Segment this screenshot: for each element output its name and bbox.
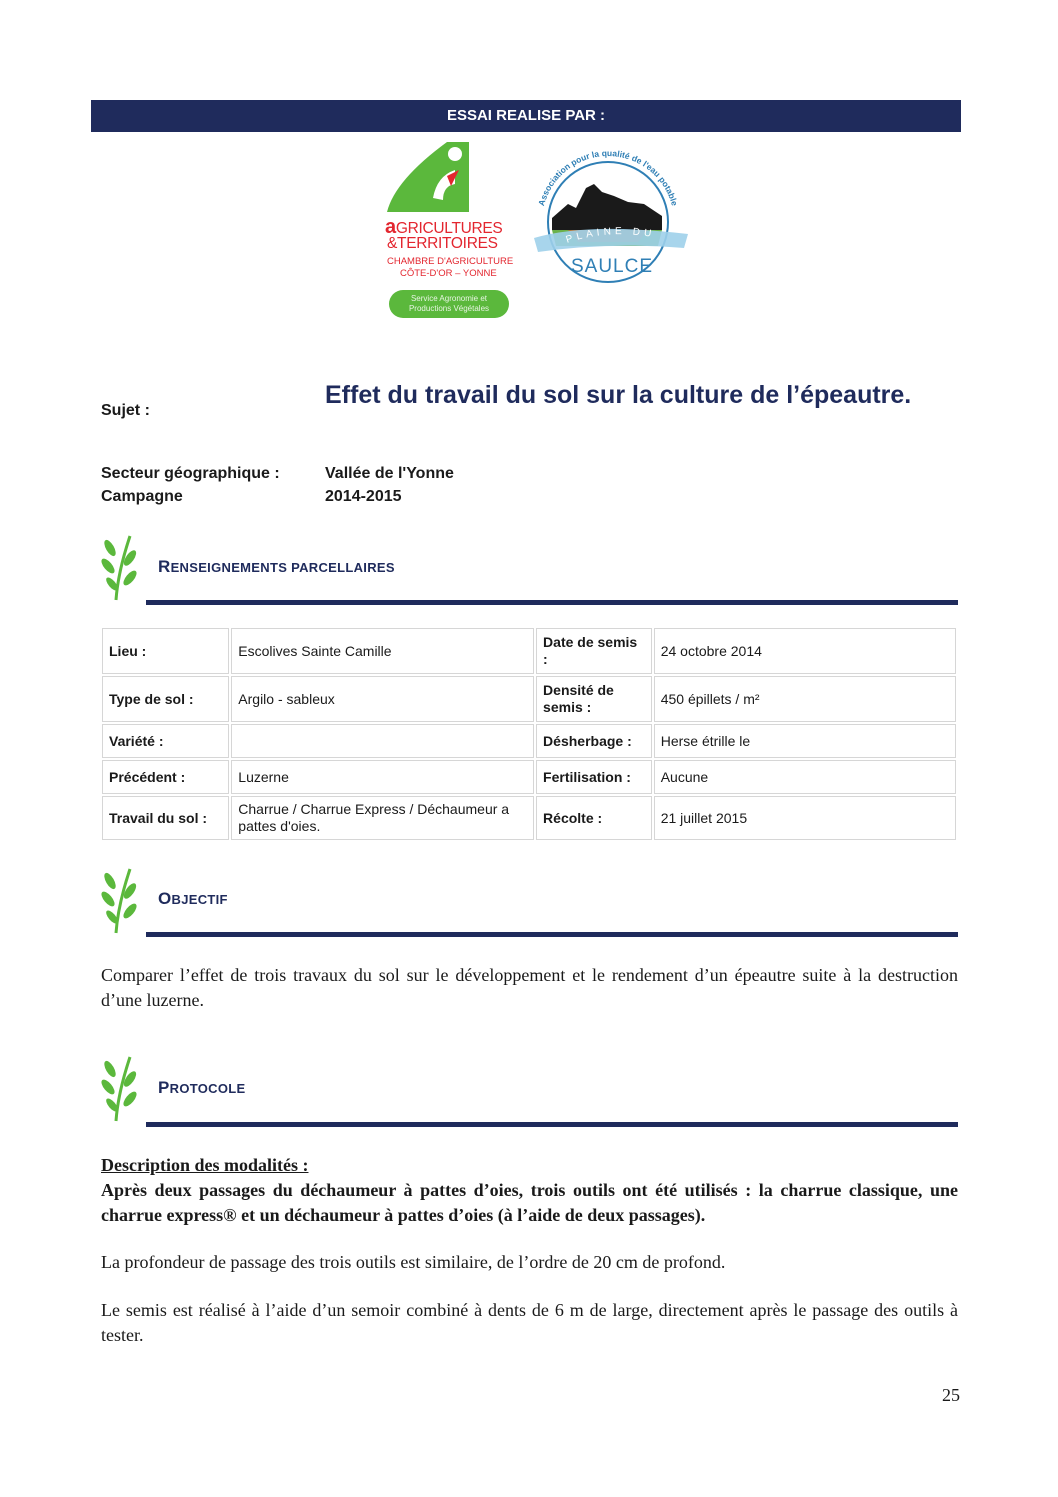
campagne-label: Campagne: [101, 488, 183, 505]
table-value: Argilo - sableux: [231, 676, 534, 722]
plaine-du-saulce-logo: [528, 146, 692, 296]
table-row: [102, 676, 956, 722]
svg-text:Association pour la qualité de: Association pour la qualité de l'eau potable: [536, 147, 680, 207]
page-number: 25: [942, 1385, 960, 1405]
agri-logo-line2: &TERRITOIRES: [387, 235, 498, 252]
table-row: [102, 796, 956, 840]
section-rule: [146, 600, 958, 605]
table-value: [231, 724, 534, 758]
table-key: Récolte :: [536, 796, 652, 840]
agri-logo-line1: aGRICULTURES: [385, 216, 503, 238]
parcel-info-table: [100, 626, 958, 842]
svg-text:PLAINE DU: PLAINE DU: [564, 226, 656, 246]
header-banner: ESSAI REALISE PAR :: [91, 100, 961, 132]
section-title-protocole: PROTOCOLE: [158, 1078, 246, 1097]
protocole-paragraph-2: La profondeur de passage des trois outils est similaire, de l’ordre de 20 cm de profond.: [101, 1252, 726, 1272]
protocole-heading: Description des modalités :: [101, 1155, 309, 1175]
leaf-sprig-icon: [100, 1053, 140, 1123]
table-value: 21 juillet 2015: [654, 796, 956, 840]
section-rule: [146, 932, 958, 937]
table-key: Densité de semis :: [536, 676, 652, 722]
table-key: Date de semis :: [536, 628, 652, 674]
section-title-renseignements: RENSEIGNEMENTS PARCELLAIRES: [158, 557, 395, 576]
leaf-sprig-icon: [100, 532, 140, 602]
agri-logo-mark-icon: [385, 140, 515, 220]
table-value: Luzerne: [231, 760, 534, 794]
secteur-value: Vallée de l'Yonne: [325, 465, 454, 482]
table-key: Lieu :: [102, 628, 229, 674]
table-value: Aucune: [654, 760, 956, 794]
table-key: Variété :: [102, 724, 229, 758]
table-key: Précédent :: [102, 760, 229, 794]
agri-service-pill: Service Agronomie et Productions Végétales: [389, 290, 509, 318]
protocole-paragraph-3: Le semis est réalisé à l’aide d’un semoir combiné à dents de 6 m de large, directement après le passage des outils à tester.: [101, 1300, 958, 1345]
table-row: [102, 760, 956, 794]
table-row: [102, 724, 956, 758]
protocole-bold-text: Après deux passages du déchaumeur à pattes d’oies, trois outils ont été utilisés : la charrue classique, une charrue express® et un déchaumeur à pattes d’oies (à l’aide de deux passages).: [101, 1180, 958, 1225]
table-key: Type de sol :: [102, 676, 229, 722]
table-key: Travail du sol :: [102, 796, 229, 840]
section-rule: [146, 1122, 958, 1127]
agri-logo-line3: CHAMBRE D'AGRICULTURE: [387, 256, 514, 267]
table-value: Herse étrille le: [654, 724, 956, 758]
saulce-emblem-icon: [528, 146, 692, 296]
table-value: 450 épillets / m²: [654, 676, 956, 722]
table-row: [102, 628, 956, 674]
table-key: Fertilisation :: [536, 760, 652, 794]
document-title: Effet du travail du sol sur la culture de l’épeautre.: [325, 381, 912, 409]
agricultures-territoires-logo: [385, 140, 515, 322]
objectif-text: Comparer l’effet de trois travaux du sol sur le développement et le rendement d’un épeautre suite à la destruction d’une luzerne.: [101, 965, 958, 1010]
leaf-sprig-icon: [100, 865, 140, 935]
table-value: Charrue / Charrue Express / Déchaumeur a pattes d'oies.: [231, 796, 534, 840]
campagne-value: 2014-2015: [325, 488, 402, 505]
sujet-label: Sujet :: [101, 402, 150, 419]
svg-text:SAULCE: SAULCE: [570, 256, 654, 277]
secteur-label: Secteur géographique :: [101, 465, 280, 482]
table-value: Escolives Sainte Camille: [231, 628, 534, 674]
table-value: 24 octobre 2014: [654, 628, 956, 674]
section-title-objectif: OBJECTIF: [158, 889, 228, 908]
agri-logo-line4: CÔTE-D'OR – YONNE: [400, 268, 497, 279]
table-key: Désherbage :: [536, 724, 652, 758]
